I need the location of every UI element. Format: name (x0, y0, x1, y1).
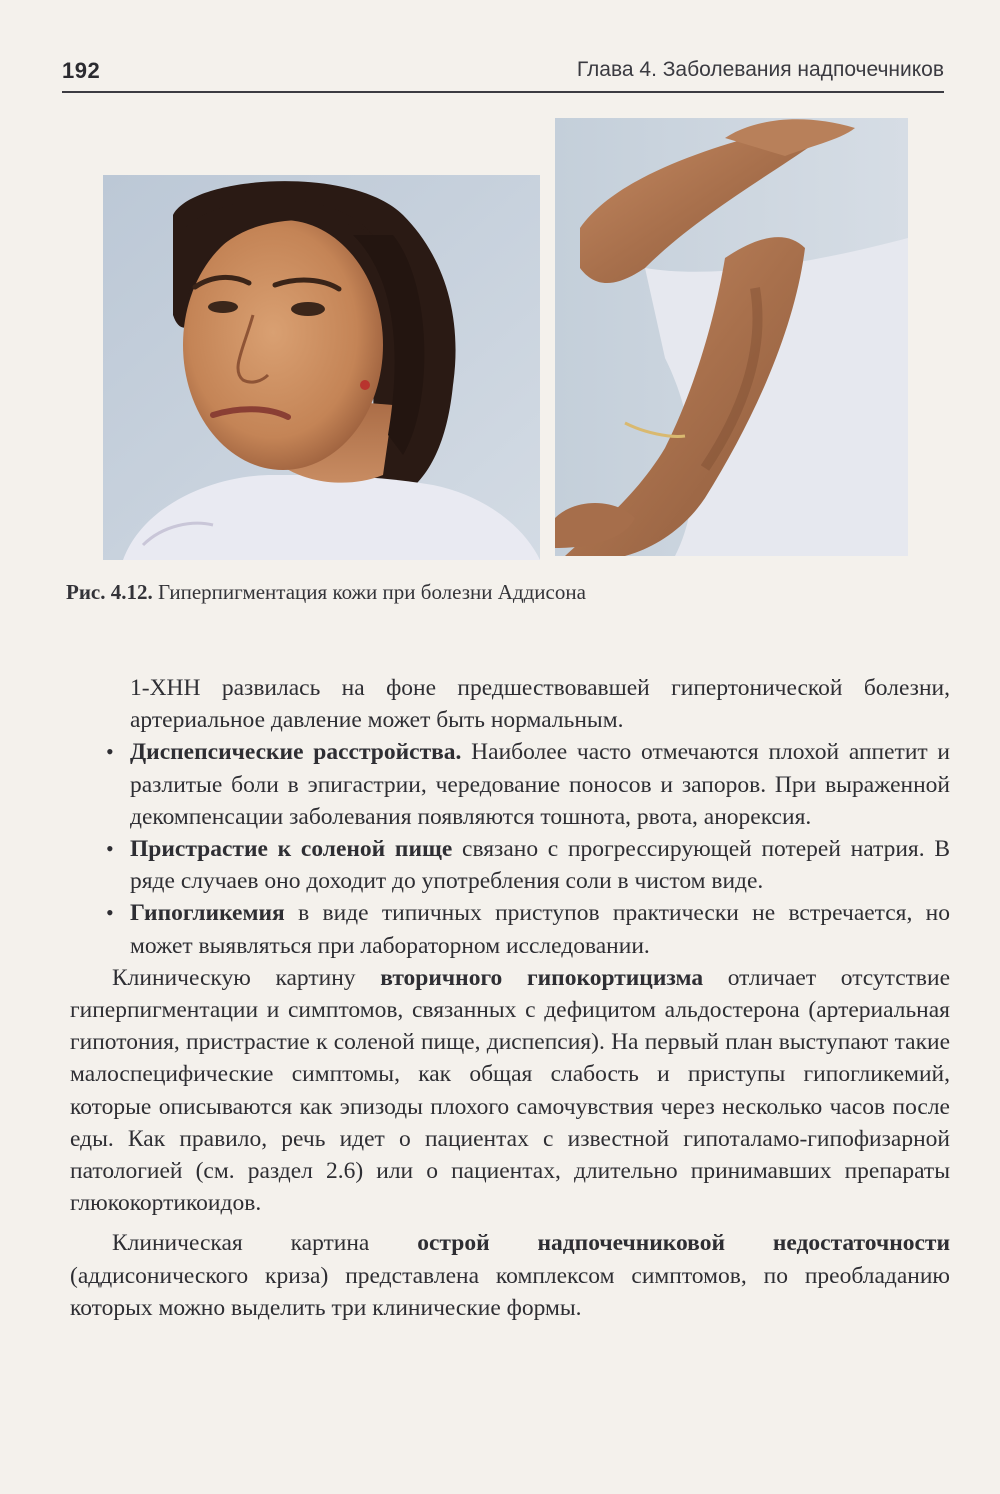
list-item-text: Наиболее часто отмечаются плохой аппетит и разлитые боли в эпигастрии, чередование поносов и запоров. При выраженной декомпенсации заболевания появляются тошнота, рвота, анорексия. (130, 739, 950, 830)
paragraph-text: (аддисонического криза) представлена комплексом симптомов, по преобладанию которых можно выделить три клинические формы. (70, 1262, 950, 1321)
paragraph-secondary-hypocorticism (70, 962, 950, 1220)
figure-photo-arm (555, 118, 908, 556)
header-rule (62, 91, 944, 93)
list-item (70, 897, 950, 961)
body-text (70, 672, 950, 1324)
paragraph-term: вторичного гипокортицизма (380, 964, 704, 991)
paragraph-acute-insufficiency (70, 1227, 950, 1324)
paragraph-text: Клиническая картина (112, 1230, 418, 1257)
list-item-text: связано с прогрессирующей потерей натрия. В ряде случаев оно доходит до употребления соли в чистом виде. (130, 836, 951, 895)
figure-label: Рис. 4.12. (66, 580, 153, 604)
list-item-term: Пристрастие к соленой пище (130, 836, 453, 863)
paragraph-text: Клиническую картину (112, 964, 381, 991)
paragraph-text: отличает отсутствие гиперпигментации и симптомов, связанных с дефицитом альдостерона (артериальная гипотония, пристрастие к соленой пище, диспепсия). На первый план выступают такие малоспецифические симптомы, как общая слабость и приступы гипогликемий, которые описываются как эпизоды плохого самочувствия через несколько часов после еды. Как правило, речь идет о пациентах с известной гипоталамо-гипофизарной патологией (см. раздел 2.6) или о пациентах, длительно принимавших препараты глюкокортикоидов. (70, 964, 951, 1217)
page-number: 192 (62, 58, 101, 83)
figure-caption (66, 580, 586, 605)
continuation-paragraph: 1-ХНН развилась на фоне предшествовавшей гипертонической болезни, артериальное давление может быть нормальным. (130, 675, 950, 734)
figure-caption-text: Гиперпигментация кожи при болезни Аддисона (152, 580, 586, 604)
paragraph-term: острой надпочечниковой недостаточности (417, 1230, 950, 1257)
bullet-icon: • (106, 900, 114, 926)
list-item-term: Гипогликемия (130, 900, 285, 927)
list-item-text: в виде типичных приступов практически не встречается, но может выявляться при лабораторном исследовании. (130, 900, 950, 959)
figure-photo-face (103, 175, 540, 560)
bullet-icon: • (106, 836, 114, 862)
chapter-title: Глава 4. Заболевания надпочечников (576, 58, 944, 81)
list-item (70, 833, 950, 897)
symptom-list (70, 736, 950, 961)
bullet-icon: • (106, 739, 114, 765)
list-item (70, 736, 950, 833)
list-item-term: Диспепсические расстройства. (130, 739, 462, 766)
